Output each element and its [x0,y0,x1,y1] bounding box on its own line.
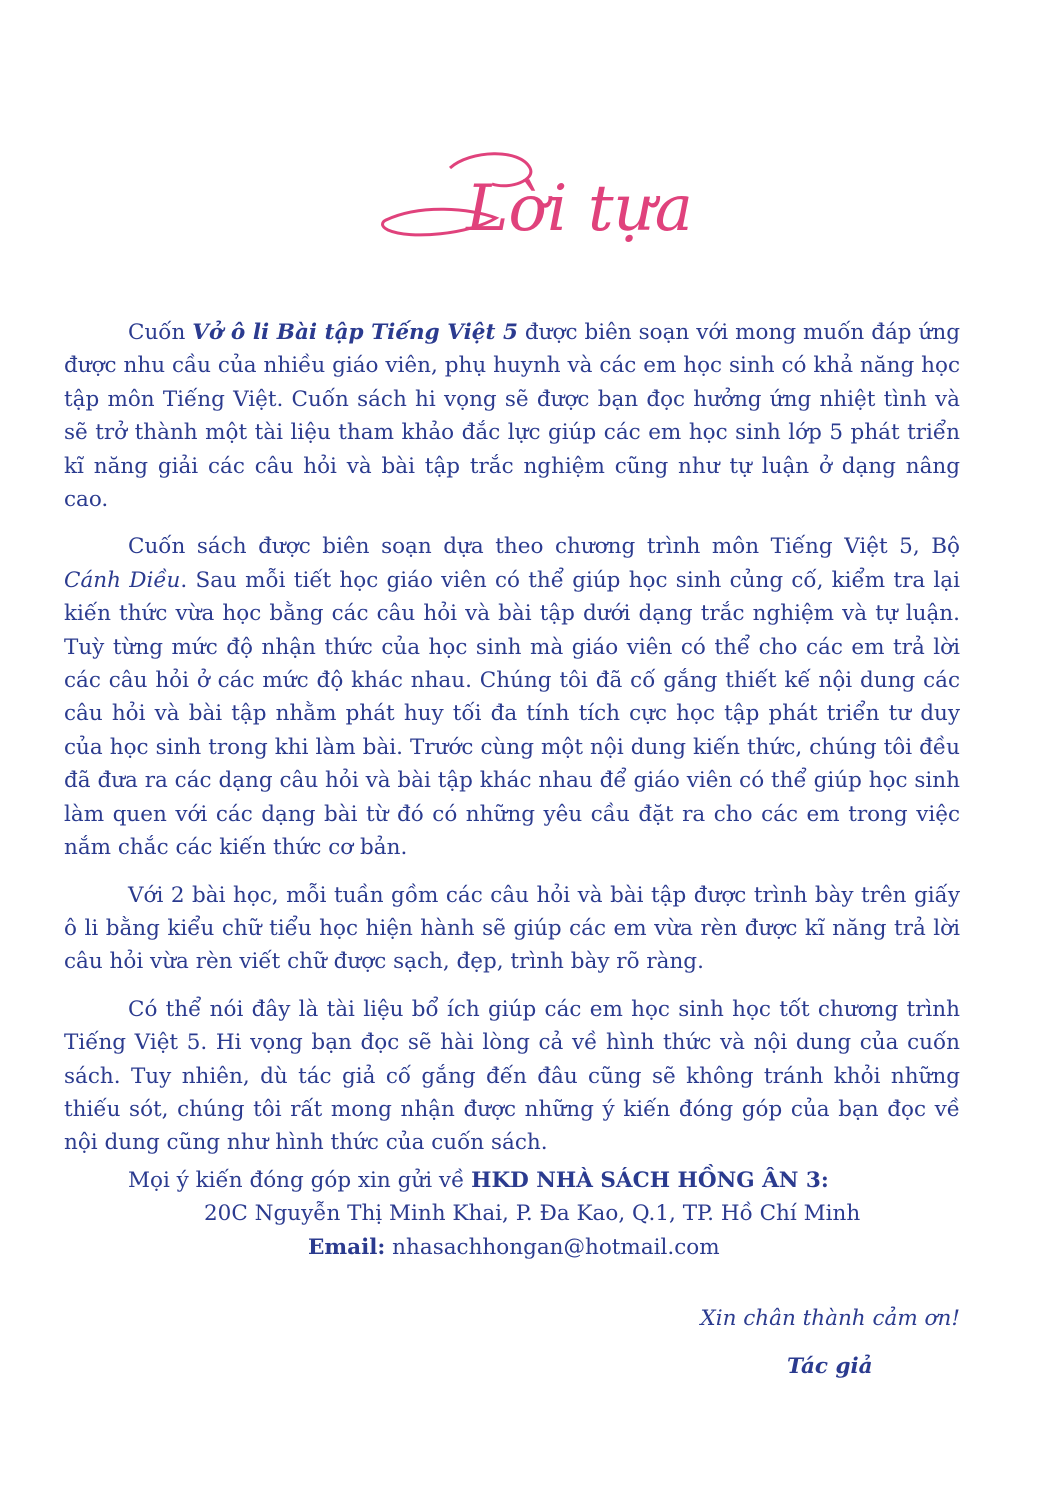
paragraph-2 [64,530,960,864]
preface-title-script [380,150,693,270]
p1-rest: được biên soạn với mong muốn đáp ứng được nhu cầu của nhiều giáo viên, phụ huynh và các em học sinh có khả năng học tập môn Tiếng Việt. Cuốn sách hi vọng sẽ được bạn đọc hưởng ứng nhiệt tình và sẽ trở thành một tài liệu tham khảo đắc lực giúp các em học sinh lớp 5 phát triển kĩ năng giải các câu hỏi và bài tập trắc nghiệm cũng như tự luận ở dạng nâng cao. [64,320,960,513]
preface-title [380,150,693,270]
contact-address: 20C Nguyễn Thị Minh Khai, P. Đa Kao, Q.1, TP. Hồ Chí Minh [204,1201,861,1227]
contact-email [64,1231,960,1264]
preface-body [64,316,960,1264]
closing-thanks: Xin chân thành cảm ơn! [700,1306,960,1331]
paragraph-1 [64,316,960,516]
preface-title-text: Lời tựa [466,172,693,246]
paragraph-4: Có thể nói đây là tài liệu bổ ích giúp các em học sinh học tốt chương trình Tiếng Việt 5. Hi vọng bạn đọc sẽ hài lòng cả về hình thức và nội dung của cuốn sách. Tuy nhiên, dù tác giả cố gắng đến đâu cũng sẽ không tránh khỏi những thiếu sót, chúng tôi rất mong nhận được những ý kiến đóng góp của bạn đọc về nội dung cũng như hình thức của cuốn sách. [64,996,960,1156]
p2-rest: . Sau mỗi tiết học giáo viên có thể giúp học sinh củng cố, kiểm tra lại kiến thức vừa học bằng các câu hỏi và bài tập dưới dạng trắc nghiệm và tự luận. Tuỳ từng mức độ nhận thức của học sinh mà giáo viên có thể cho các em trả lời các câu hỏi ở các mức độ khác nhau. Chúng tôi đã cố gắng thiết kế nội dung các câu hỏi và bài tập nhằm phát huy tối đa tính tích cực học tập phát triển tư duy của học sinh trong khi làm bài. Trước cùng một nội dung kiến thức, chúng tôi đều đã đưa ra các dạng câu hỏi và bài tập khác nhau để giáo viên có thể giúp học sinh làm quen với các dạng bài từ đó có những yêu cầu đặt ra cho các em trong việc nắm chắc các kiến thức cơ bản. [64,567,960,861]
p2-start: Cuốn sách được biên soạn dựa theo chương trình môn Tiếng Việt 5, Bộ [128,534,960,560]
book-title: Vở ô li Bài tập Tiếng Việt 5 [192,320,518,345]
email-label: Email: [308,1234,386,1260]
closing-author: Tác giả [787,1354,873,1379]
contact-intro-text: Mọi ý kiến đóng góp xin gửi về [128,1167,472,1193]
contact-intro [64,1164,960,1197]
paragraph-3: Với 2 bài học, mỗi tuần gồm các câu hỏi và bài tập được trình bày trên giấy ô li bằng kiểu chữ tiểu học hiện hành sẽ giúp các em vừa rèn được kĩ năng trả lời câu hỏi vừa rèn viết chữ được sạch, đẹp, trình bày rõ ràng. [64,882,960,975]
p1-start: Cuốn [128,320,193,345]
series-name: Cánh Diều [64,567,181,593]
publisher-name: HKD NHÀ SÁCH HỒNG ÂN 3: [471,1167,829,1193]
email-address: nhasachhongan@hotmail.com [385,1234,720,1260]
